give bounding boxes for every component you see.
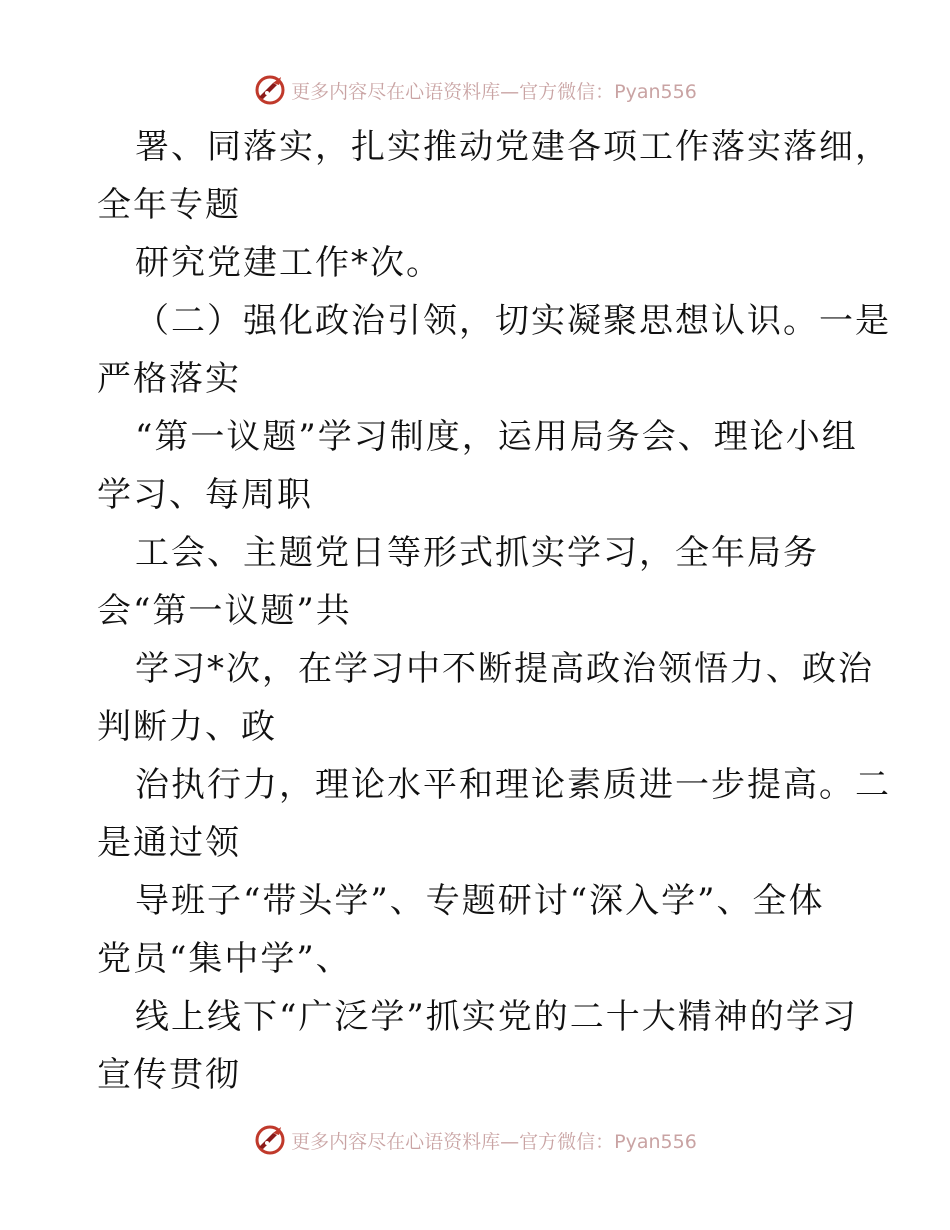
text-line: 严格落实: [97, 359, 241, 399]
watermark-text: 更多内容尽在心语资料库—官方微信：Pyan556: [291, 80, 697, 103]
text-line: 党员“集中学”、: [97, 939, 352, 979]
watermark-text: 更多内容尽在心语资料库—官方微信：Pyan556: [291, 1130, 697, 1153]
text-line: 工会、主题党日等形式抓实学习，全年局务: [135, 533, 819, 573]
text-line: “第一议题”学习制度，运用局务会、理论小组: [135, 417, 858, 457]
text-line: 学习*次，在学习中不断提高政治领悟力、政治: [135, 649, 874, 689]
header-watermark: [0, 70, 950, 110]
text-line: 线上线下“广泛学”抓实党的二十大精神的学习: [135, 997, 858, 1037]
text-line: 是通过领: [97, 823, 241, 863]
text-line: 全年专题: [97, 185, 241, 225]
footer-watermark: [0, 1120, 950, 1160]
text-line: 研究党建工作*次。: [135, 243, 442, 283]
text-line: 判断力、政: [97, 707, 277, 747]
brand-logo-icon: [253, 73, 287, 107]
text-line: 导班子“带头学”、专题研讨“深入学”、全体: [135, 881, 825, 921]
brand-logo-icon: [253, 1123, 287, 1157]
text-line: 会“第一议题”共: [97, 591, 352, 631]
text-line: 治执行力，理论水平和理论素质进一步提高。二: [135, 765, 891, 805]
text-line: 学习、每周职: [97, 475, 313, 515]
document-body: [97, 118, 891, 1104]
text-line: （二）强化政治引领，切实凝聚思想认识。一是: [135, 301, 891, 341]
text-line: 宣传贯彻: [97, 1055, 241, 1095]
text-line: 署、同落实，扎实推动党建各项工作落实落细，: [135, 127, 891, 167]
